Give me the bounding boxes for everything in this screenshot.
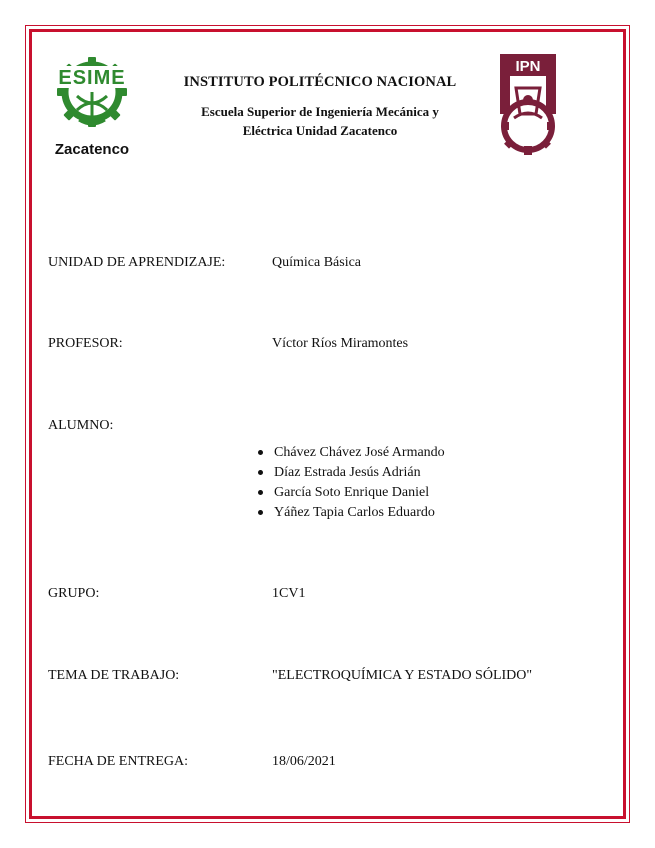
field-label-alumno: ALUMNO: bbox=[48, 418, 114, 433]
student-list bbox=[256, 443, 445, 523]
field-label-unidad: UNIDAD DE APRENDIZAJE: bbox=[48, 255, 226, 270]
field-value-unidad: Química Básica bbox=[272, 255, 362, 270]
esime-wordmark: ESIME bbox=[58, 67, 126, 89]
school-name-line2: Eléctrica Unidad Zacatenco bbox=[242, 123, 398, 138]
field-label-tema: TEMA DE TRABAJO: bbox=[48, 668, 180, 683]
field-label-grupo: GRUPO: bbox=[48, 586, 100, 601]
list-item: García Soto Enrique Daniel bbox=[256, 483, 445, 503]
school-name-line1: Escuela Superior de Ingeniería Mecánica y bbox=[201, 104, 439, 119]
list-item: Díaz Estrada Jesús Adrián bbox=[256, 463, 445, 483]
list-item: Chávez Chávez José Armando bbox=[256, 443, 445, 463]
field-value-profesor: Víctor Ríos Miramontes bbox=[272, 336, 409, 351]
field-value-tema: "ELECTROQUÍMICA Y ESTADO SÓLIDO" bbox=[272, 668, 533, 683]
field-label-profesor: PROFESOR: bbox=[48, 336, 123, 351]
list-item: Yáñez Tapia Carlos Eduardo bbox=[256, 503, 445, 523]
field-value-grupo: 1CV1 bbox=[272, 586, 306, 601]
field-value-fecha: 18/06/2021 bbox=[272, 754, 336, 769]
institution-name: INSTITUTO POLITÉCNICO NACIONAL bbox=[183, 74, 457, 90]
esime-logo-icon bbox=[47, 48, 137, 160]
field-label-fecha: FECHA DE ENTREGA: bbox=[48, 754, 188, 769]
document-header bbox=[160, 74, 480, 140]
ipn-logo-icon bbox=[492, 48, 564, 158]
school-name bbox=[160, 102, 480, 140]
esime-caption: Zacatenco bbox=[54, 141, 130, 158]
ipn-wordmark: IPN bbox=[515, 58, 541, 75]
